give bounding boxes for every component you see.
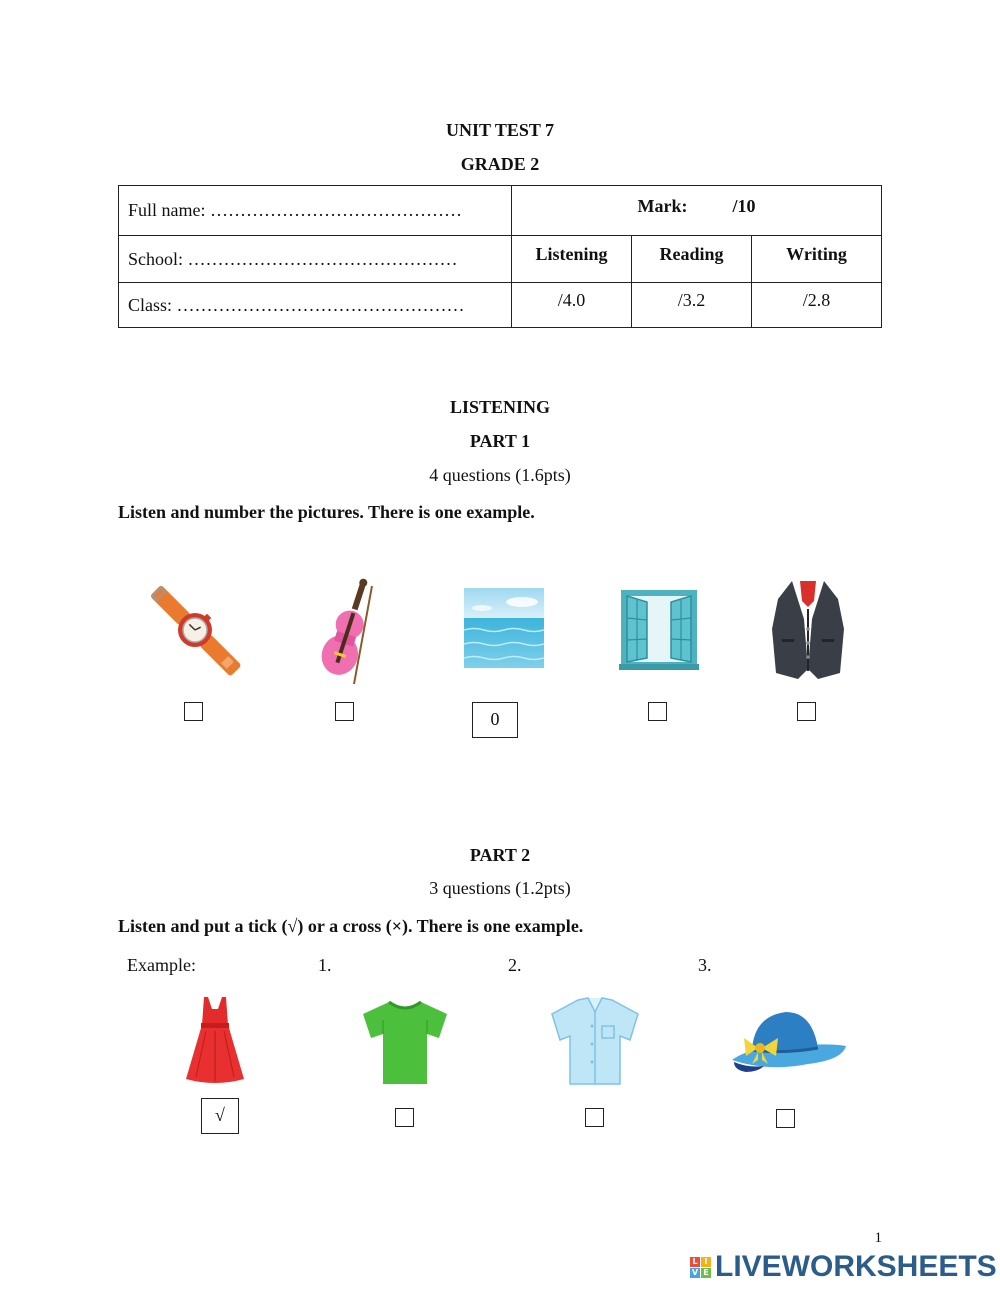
example-answer-number: 0 (490, 709, 500, 729)
writing-header: Writing (752, 236, 882, 283)
part2-questions: 3 questions (1.2pts) (429, 878, 571, 898)
part2-title: PART 2 (469, 845, 531, 865)
sea-picture (464, 588, 544, 668)
full-name-label: Full name: …………………………………… (128, 200, 462, 220)
part1-instruction: Listen and number the pictures. There is one example. (118, 502, 535, 522)
question-1-label: 1. (318, 955, 332, 975)
full-name-field[interactable] (119, 186, 512, 236)
example-tick-box (201, 1098, 239, 1134)
logo-badge-icon (690, 1257, 711, 1278)
writing-score: /2.8 (752, 283, 882, 328)
mark-cell (512, 186, 882, 236)
grade-title: GRADE 2 (460, 154, 540, 174)
answer-box-t-shirt[interactable] (395, 1108, 414, 1127)
reading-score: /3.2 (632, 283, 752, 328)
school-label: School: ……………………………………… (128, 248, 458, 269)
hat-picture (728, 1008, 848, 1074)
answer-box-watch[interactable] (184, 702, 203, 721)
listening-header: Listening (512, 236, 632, 283)
dress-picture (182, 995, 248, 1085)
shirt-picture (548, 996, 642, 1086)
t-shirt-picture (359, 1000, 451, 1086)
logo-badge-cell: E (701, 1268, 711, 1278)
example-answer-box (472, 702, 518, 738)
test-title: UNIT TEST 7 (445, 120, 555, 140)
class-label: Class: ………………………………………… (128, 294, 465, 315)
part1-title: PART 1 (469, 431, 531, 451)
question-2-label: 2. (508, 955, 522, 975)
answer-box-shirt[interactable] (585, 1108, 604, 1127)
window-picture (619, 588, 699, 670)
part2-instruction: Listen and put a tick (√) or a cross (×). There is one example. (118, 916, 584, 936)
vest-picture (770, 579, 846, 681)
violin-picture (310, 576, 384, 686)
class-field[interactable] (119, 283, 512, 328)
listening-score: /4.0 (512, 283, 632, 328)
part1-questions: 4 questions (1.6pts) (429, 465, 571, 485)
example-tick: √ (215, 1105, 225, 1125)
liveworksheets-logo[interactable] (690, 1251, 997, 1283)
answer-box-window[interactable] (648, 702, 667, 721)
mark-total: /10 (732, 196, 756, 216)
logo-badge-cell: I (701, 1257, 711, 1267)
logo-text: LIVEWORKSHEETS (715, 1250, 997, 1283)
answer-box-vest[interactable] (797, 702, 816, 721)
watch-picture (146, 582, 244, 678)
logo-badge-cell: L (690, 1257, 700, 1267)
answer-box-hat[interactable] (776, 1109, 795, 1128)
page-number: 1 (874, 1230, 882, 1246)
example-label: Example: (127, 955, 196, 975)
mark-label: Mark: (637, 196, 688, 216)
answer-box-violin[interactable] (335, 702, 354, 721)
reading-header: Reading (632, 236, 752, 283)
logo-badge-cell: V (691, 1267, 699, 1277)
school-field[interactable] (119, 236, 512, 283)
question-3-label: 3. (698, 955, 712, 975)
listening-heading: LISTENING (449, 397, 551, 417)
student-info-table (118, 185, 882, 328)
